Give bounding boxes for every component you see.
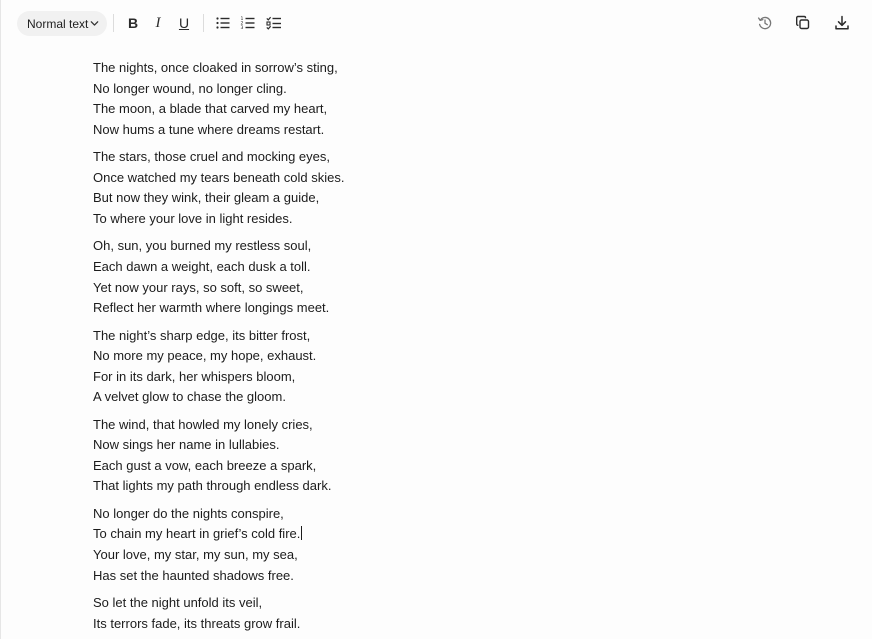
stanza <box>93 326 793 408</box>
copy-icon <box>795 15 811 31</box>
poem-line: Now sings her name in lullabies. <box>93 437 280 453</box>
poem-line: So let the night unfold its veil, <box>93 595 263 611</box>
poem-line: Each gust a vow, each breeze a spark, <box>93 457 317 473</box>
poem-line: The moon, a blade that carved my heart, <box>93 101 328 117</box>
copy-button[interactable] <box>792 12 814 34</box>
poem-line: The nights, once cloaked in sorrow’s sting, <box>93 60 338 75</box>
formatting-toolbar <box>1 0 872 46</box>
stanza <box>93 147 793 229</box>
svg-text:1: 1 <box>240 17 244 22</box>
text-style-label: Normal text <box>27 16 89 31</box>
stanza <box>93 236 793 318</box>
bold-button[interactable]: B <box>127 15 139 31</box>
numbered-list-icon <box>240 15 256 31</box>
poem-line: A velvet glow to chase the gloom. <box>93 389 286 405</box>
poem-line: Has set the haunted shadows free. <box>93 567 294 583</box>
bulleted-list-button[interactable] <box>212 12 234 34</box>
poem-line: No longer do the nights conspire, <box>93 505 284 521</box>
stanza <box>93 504 793 586</box>
text-style-dropdown[interactable] <box>17 11 107 36</box>
svg-text:3: 3 <box>240 26 244 31</box>
poem-line: No longer wound, no longer cling. <box>93 80 287 96</box>
svg-text:2: 2 <box>240 21 244 27</box>
bulleted-list-icon <box>215 15 231 31</box>
poem-line: But now they wink, their gleam a guide, <box>93 190 320 206</box>
poem-line: Each dawn a weight, each dusk a toll. <box>93 258 311 274</box>
poem-line: Your love, my star, my sun, my sea, <box>93 547 298 563</box>
download-icon <box>834 15 850 31</box>
poem-line: Oh, sun, you burned my restless soul, <box>93 238 312 254</box>
poem-line: Reflect her warmth where longings meet. <box>93 300 330 316</box>
numbered-list-button[interactable] <box>237 12 259 34</box>
poem-line: For in its dark, her whispers bloom, <box>93 368 296 384</box>
toolbar-divider <box>203 14 204 32</box>
poem-line: No more my peace, my hope, exhaust. <box>93 348 317 364</box>
toolbar-divider <box>113 14 114 32</box>
poem-line: The night’s sharp edge, its bitter frost, <box>93 327 311 343</box>
poem-line: The wind, that howled my lonely cries, <box>93 416 313 432</box>
poem-line: The stars, those cruel and mocking eyes, <box>93 149 331 165</box>
poem-line: To where your love in light resides. <box>93 210 293 226</box>
italic-button[interactable]: I <box>155 14 161 31</box>
poem-line: Once watched my tears beneath cold skies. <box>93 169 345 185</box>
poem-line-with-caret <box>93 524 793 545</box>
stanza <box>93 415 793 497</box>
poem-line: That lights my path through endless dark. <box>93 478 332 494</box>
poem-line-text: To chain my heart in grief’s cold fire. <box>93 526 301 542</box>
history-button[interactable] <box>754 12 776 34</box>
underline-button[interactable]: U <box>178 15 190 31</box>
checklist-icon <box>266 15 282 31</box>
history-icon <box>757 15 773 31</box>
poem-line: Now hums a tune where dreams restart. <box>93 121 325 137</box>
stanza <box>93 58 793 140</box>
poem-line: Yet now your rays, so soft, so sweet, <box>93 279 304 295</box>
download-button[interactable] <box>831 12 853 34</box>
checklist-button[interactable] <box>263 12 285 34</box>
stanza <box>93 593 793 634</box>
text-cursor <box>301 526 302 540</box>
chevron-down-icon <box>89 18 100 29</box>
poem-line: Its terrors fade, its threats grow frail. <box>93 615 301 631</box>
document-body[interactable] <box>93 58 793 639</box>
